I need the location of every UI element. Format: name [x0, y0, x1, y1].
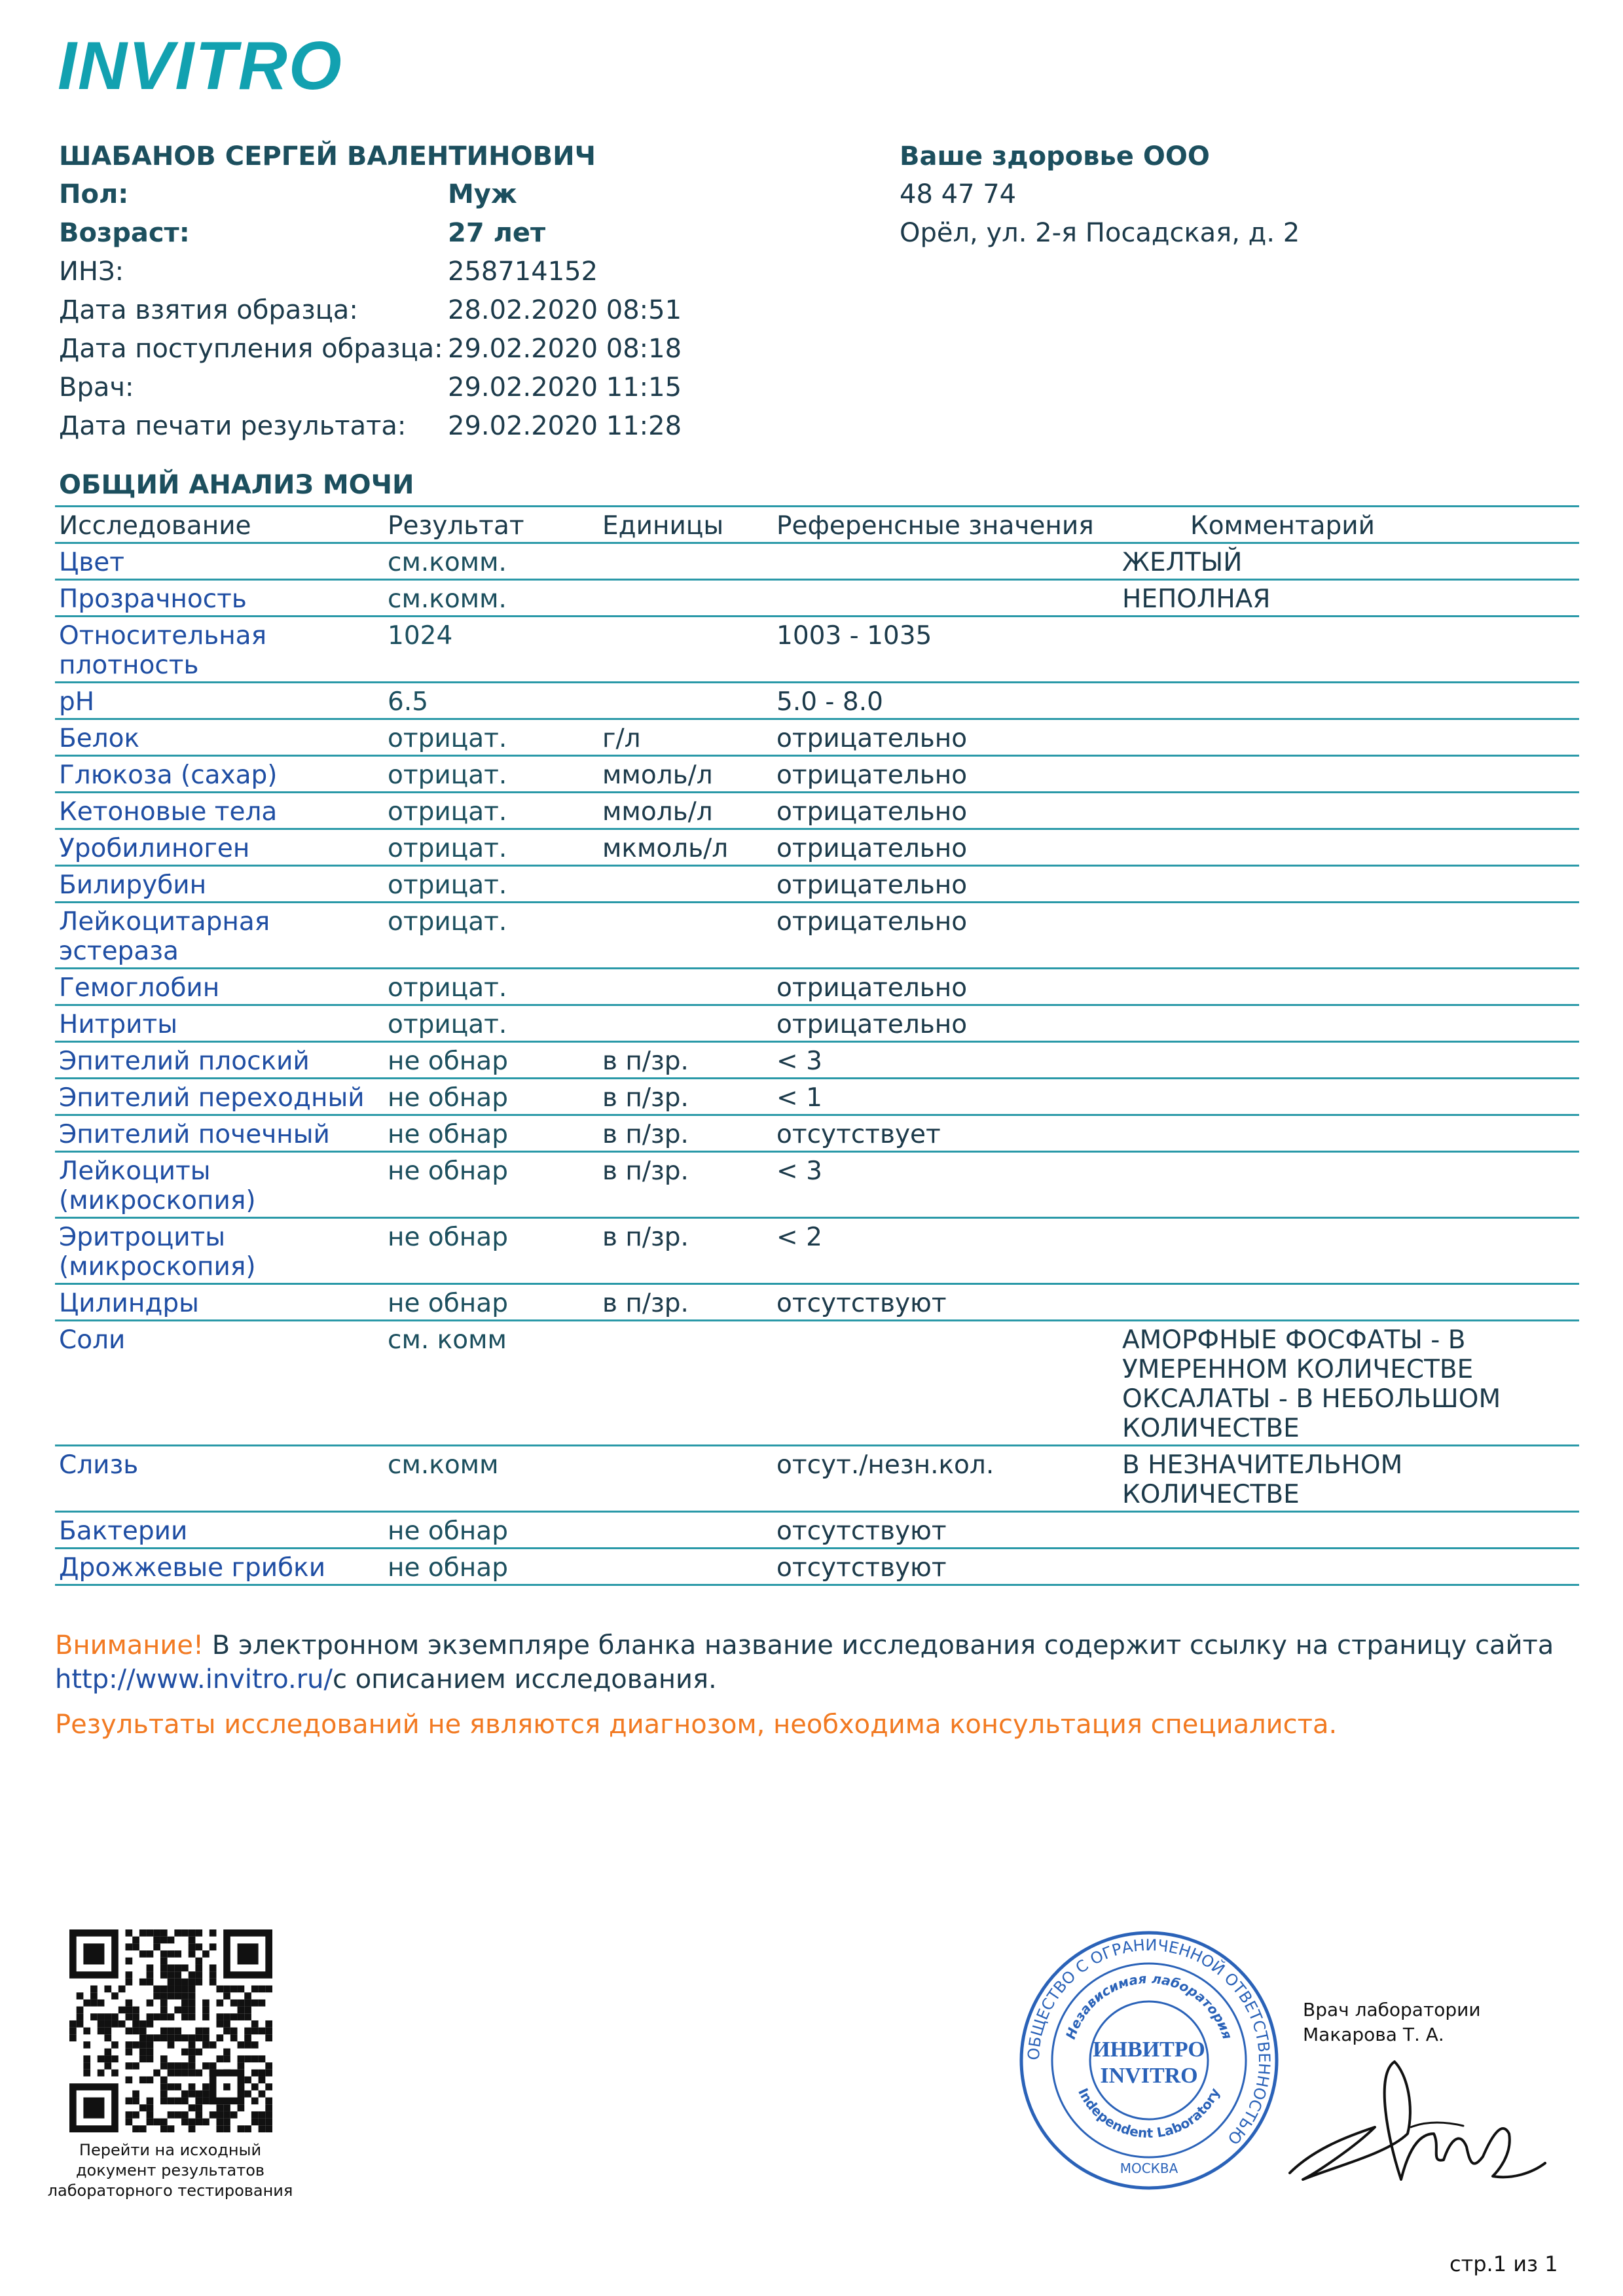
test-result: не обнар: [384, 1218, 598, 1284]
test-name[interactable]: Глюкоза (сахар): [55, 756, 384, 793]
table-row: [55, 683, 1579, 719]
sex-label: Пол:: [59, 179, 129, 209]
header-reference: Референсные значения: [773, 507, 1118, 543]
test-name[interactable]: Слизь: [55, 1446, 384, 1512]
test-result: не обнар: [384, 1079, 598, 1115]
invitro-logo: INVITRO: [58, 28, 343, 104]
test-reference: [773, 543, 1118, 580]
test-comment: [1118, 903, 1579, 969]
sex-value: Муж: [448, 179, 517, 209]
age-value: 27 лет: [448, 218, 546, 248]
printed-value: 29.02.2020 11:28: [448, 411, 682, 441]
test-unit: г/л: [598, 719, 773, 756]
stamp-outer-text: ОБЩЕСТВО С ОГРАНИЧЕННОЙ ОТВЕТСТВЕННОСТЬЮ: [1024, 1935, 1274, 2148]
test-reference: отсутствуют: [773, 1512, 1118, 1549]
test-reference: < 2: [773, 1218, 1118, 1284]
header-units: Единицы: [598, 507, 773, 543]
test-result: не обнар: [384, 1152, 598, 1218]
test-name[interactable]: Цвет: [55, 543, 384, 580]
test-unit: [598, 1549, 773, 1585]
test-unit: [598, 1446, 773, 1512]
printed-label: Дата печати результата:: [59, 411, 407, 441]
table-row: [55, 1152, 1579, 1218]
table-row: [55, 617, 1579, 683]
test-name[interactable]: Билирубин: [55, 866, 384, 903]
test-unit: [598, 1321, 773, 1446]
test-reference: отрицательно: [773, 903, 1118, 969]
lab-name: Ваше здоровье ООО: [900, 141, 1210, 171]
test-unit: мкмоль/л: [598, 829, 773, 866]
table-row: [55, 1321, 1579, 1446]
stamp-sub-text: Independent Laboratory: [1075, 2085, 1223, 2142]
lab-address: Орёл, ул. 2-я Посадская, д. 2: [900, 218, 1300, 248]
table-row: [55, 580, 1579, 617]
test-comment: [1118, 1152, 1579, 1218]
signature-title: [1303, 1998, 1481, 2047]
test-comment: [1118, 617, 1579, 683]
test-result: отрицат.: [384, 719, 598, 756]
test-comment: [1118, 1512, 1579, 1549]
test-name[interactable]: Дрожжевые грибки: [55, 1549, 384, 1585]
table-row: [55, 1218, 1579, 1284]
link-suffix: с описанием исследования.: [332, 1664, 717, 1695]
section-title: ОБЩИЙ АНАЛИЗ МОЧИ: [59, 470, 414, 500]
header-result: Результат: [384, 507, 598, 543]
table-row: [55, 756, 1579, 793]
doctor-value: 29.02.2020 11:15: [448, 372, 682, 403]
test-result: см. комм: [384, 1321, 598, 1446]
results-table: [55, 505, 1579, 1586]
stamp-city: МОСКВА: [1120, 2161, 1178, 2176]
handwritten-signature: [1277, 2049, 1552, 2193]
test-reference: отсутствует: [773, 1115, 1118, 1152]
table-row: [55, 903, 1579, 969]
test-result: 1024: [384, 617, 598, 683]
test-comment: ЖЕЛТЫЙ: [1118, 543, 1579, 580]
attention-word: Внимание!: [55, 1630, 204, 1660]
test-name[interactable]: Цилиндры: [55, 1284, 384, 1321]
test-reference: 1003 - 1035: [773, 617, 1118, 683]
test-result: не обнар: [384, 1115, 598, 1152]
qr-caption: Перейти на исходный документ результатов лабораторного тестирования: [47, 2141, 293, 2200]
test-reference: < 1: [773, 1079, 1118, 1115]
inz-label: ИНЗ:: [59, 257, 124, 287]
test-name[interactable]: pH: [55, 683, 384, 719]
test-unit: в п/зр.: [598, 1079, 773, 1115]
sample-taken-value: 28.02.2020 08:51: [448, 295, 682, 325]
test-comment: [1118, 829, 1579, 866]
test-name[interactable]: Эритроциты (микроскопия): [55, 1218, 384, 1284]
test-reference: отсутствуют: [773, 1284, 1118, 1321]
test-unit: [598, 969, 773, 1005]
signer-role: Врач лаборатории: [1303, 1999, 1481, 2020]
test-result: не обнар: [384, 1284, 598, 1321]
test-reference: < 3: [773, 1152, 1118, 1218]
test-unit: в п/зр.: [598, 1115, 773, 1152]
test-reference: отрицательно: [773, 829, 1118, 866]
test-comment: [1118, 1218, 1579, 1284]
test-name[interactable]: Прозрачность: [55, 580, 384, 617]
test-unit: [598, 866, 773, 903]
test-name[interactable]: Лейкоциты (микроскопия): [55, 1152, 384, 1218]
test-comment: В НЕЗНАЧИТЕЛЬНОМ КОЛИЧЕСТВЕ: [1118, 1446, 1579, 1512]
test-reference: 5.0 - 8.0: [773, 683, 1118, 719]
test-result: 6.5: [384, 683, 598, 719]
test-name[interactable]: Относительная плотность: [55, 617, 384, 683]
table-row: [55, 1512, 1579, 1549]
test-unit: [598, 617, 773, 683]
test-comment: [1118, 1042, 1579, 1079]
test-result: см.комм.: [384, 580, 598, 617]
test-unit: [598, 903, 773, 969]
sample-received-value: 29.02.2020 08:18: [448, 334, 682, 364]
table-row: [55, 866, 1579, 903]
test-reference: отрицательно: [773, 793, 1118, 829]
sample-taken-label: Дата взятия образца:: [59, 295, 358, 325]
attention-text: В электронном экземпляре бланка название исследования содержит ссылку на страницу сайта: [204, 1630, 1554, 1660]
test-name[interactable]: Эпителий почечный: [55, 1115, 384, 1152]
test-reference: < 3: [773, 1042, 1118, 1079]
test-name[interactable]: Кетоновые тела: [55, 793, 384, 829]
test-comment: АМОРФНЫЕ ФОСФАТЫ - В УМЕРЕННОМ КОЛИЧЕСТВЕ ОКСАЛАТЫ - В НЕБОЛЬШОМ КОЛИЧЕСТВЕ: [1118, 1321, 1579, 1446]
test-comment: [1118, 866, 1579, 903]
test-unit: в п/зр.: [598, 1042, 773, 1079]
stamp-brand-ru: ИНВИТРО: [1093, 2037, 1205, 2062]
test-comment: НЕПОЛНАЯ: [1118, 580, 1579, 617]
table-row: [55, 969, 1579, 1005]
test-comment: [1118, 1284, 1579, 1321]
test-result: отрицат.: [384, 756, 598, 793]
test-comment: [1118, 1079, 1579, 1115]
table-row: [55, 829, 1579, 866]
test-unit: [598, 1005, 773, 1042]
test-name[interactable]: Соли: [55, 1321, 384, 1446]
test-result: см.комм: [384, 1446, 598, 1512]
table-row: [55, 1042, 1579, 1079]
table-row: [55, 719, 1579, 756]
test-name[interactable]: Уробилиноген: [55, 829, 384, 866]
test-reference: [773, 580, 1118, 617]
lab-stamp: [1018, 1929, 1280, 2191]
lab-phone: 48 47 74: [900, 179, 1017, 209]
test-reference: отсутствуют: [773, 1549, 1118, 1585]
test-reference: [773, 1321, 1118, 1446]
table-row: [55, 1005, 1579, 1042]
test-name[interactable]: Нитриты: [55, 1005, 384, 1042]
age-label: Возраст:: [59, 218, 190, 248]
test-result: отрицат.: [384, 793, 598, 829]
test-result: отрицат.: [384, 866, 598, 903]
stamp-brand-en: INVITRO: [1100, 2064, 1198, 2088]
test-reference: отсут./незн.кол.: [773, 1446, 1118, 1512]
stamp-inner-text: Независимая лаборатория: [1062, 1970, 1236, 2041]
table-row: [55, 1115, 1579, 1152]
test-unit: в п/зр.: [598, 1284, 773, 1321]
test-reference: отрицательно: [773, 1005, 1118, 1042]
test-comment: [1118, 1005, 1579, 1042]
inz-value: 258714152: [448, 257, 598, 287]
test-unit: [598, 580, 773, 617]
test-result: отрицат.: [384, 969, 598, 1005]
test-comment: [1118, 1549, 1579, 1585]
test-name[interactable]: Белок: [55, 719, 384, 756]
disclaimer: Результаты исследований не являются диагнозом, необходима консультация специалиста.: [55, 1710, 1338, 1740]
test-reference: отрицательно: [773, 969, 1118, 1005]
test-unit: [598, 543, 773, 580]
test-result: отрицат.: [384, 903, 598, 969]
test-comment: [1118, 756, 1579, 793]
test-unit: [598, 683, 773, 719]
test-name[interactable]: Бактерии: [55, 1512, 384, 1549]
table-header-row: [55, 507, 1579, 543]
test-result: см.комм.: [384, 543, 598, 580]
table-row: [55, 1079, 1579, 1115]
test-comment: [1118, 1115, 1579, 1152]
test-result: не обнар: [384, 1512, 598, 1549]
attention-note: [55, 1628, 1561, 1696]
table-row: [55, 1549, 1579, 1585]
patient-name: ШАБАНОВ СЕРГЕЙ ВАЛЕНТИНОВИЧ: [59, 141, 596, 171]
invitro-link[interactable]: http://www.invitro.ru/: [55, 1664, 333, 1695]
test-result: отрицат.: [384, 1005, 598, 1042]
test-unit: ммоль/л: [598, 793, 773, 829]
test-name[interactable]: Гемоглобин: [55, 969, 384, 1005]
test-unit: в п/зр.: [598, 1152, 773, 1218]
test-result: не обнар: [384, 1042, 598, 1079]
test-unit: [598, 1512, 773, 1549]
test-unit: в п/зр.: [598, 1218, 773, 1284]
test-reference: отрицательно: [773, 756, 1118, 793]
table-row: [55, 543, 1579, 580]
test-result: отрицат.: [384, 829, 598, 866]
test-comment: [1118, 969, 1579, 1005]
signer-name: Макарова Т. А.: [1303, 2024, 1444, 2045]
test-reference: отрицательно: [773, 866, 1118, 903]
test-comment: [1118, 683, 1579, 719]
header-test: Исследование: [55, 507, 384, 543]
test-unit: ммоль/л: [598, 756, 773, 793]
svg-text:Независимая лаборатория: [1063, 1971, 1235, 2041]
test-comment: [1118, 793, 1579, 829]
sample-received-label: Дата поступления образца:: [59, 334, 443, 364]
qr-code[interactable]: [69, 1929, 272, 2132]
test-comment: [1118, 719, 1579, 756]
header-comment: Комментарий: [1118, 507, 1579, 543]
table-row: [55, 1446, 1579, 1512]
page-number: стр.1 из 1: [1450, 2251, 1558, 2276]
table-row: [55, 1284, 1579, 1321]
doctor-label: Врач:: [59, 372, 134, 403]
test-result: не обнар: [384, 1549, 598, 1585]
test-name[interactable]: Эпителий плоский: [55, 1042, 384, 1079]
test-name[interactable]: Эпителий переходный: [55, 1079, 384, 1115]
test-reference: отрицательно: [773, 719, 1118, 756]
table-row: [55, 793, 1579, 829]
test-name[interactable]: Лейкоцитарная эстераза: [55, 903, 384, 969]
svg-text:Independent Laboratory: [1075, 2085, 1223, 2141]
